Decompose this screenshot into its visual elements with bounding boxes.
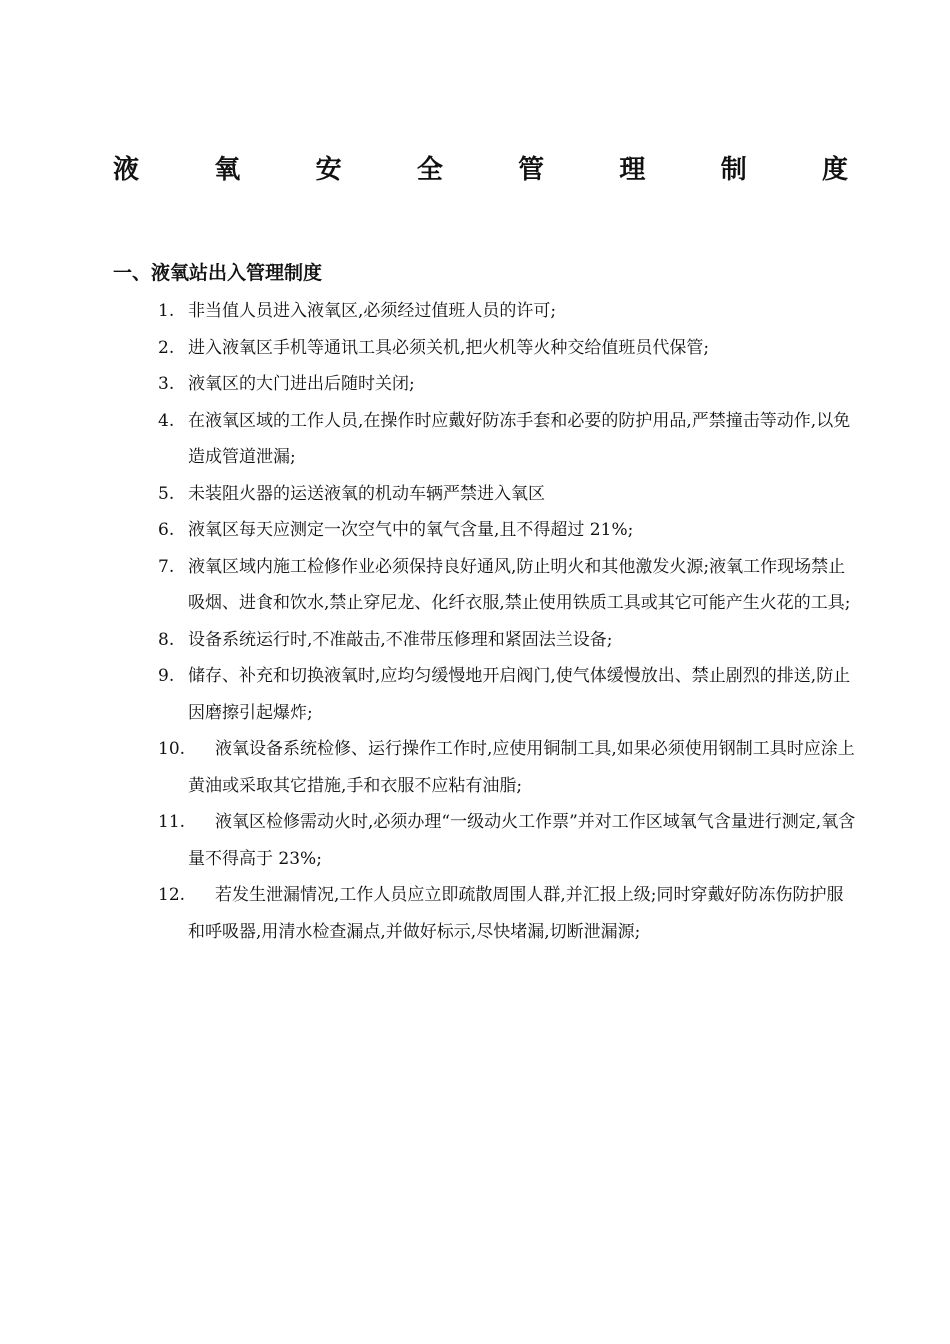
- item-text: 若发生泄漏情况,工作人员应立即疏散周围人群,并汇报上级;同时穿戴好防冻伤防护服和呼吸器,用清水检查漏点,并做好标示,尽快堵漏,切断泄漏源;: [188, 885, 844, 942]
- section-heading: 一、液氧站出入管理制度: [113, 262, 323, 284]
- item-text: 未装阻火器的运送液氧的机动车辆严禁进入氧区: [188, 483, 545, 504]
- list-item: [158, 366, 858, 403]
- list-item: [158, 512, 858, 549]
- list-item: [158, 877, 858, 950]
- item-text: 液氧区域内施工检修作业必须保持良好通风,防止明火和其他激发火源;液氧工作现场禁止吸烟、进食和饮水,禁止穿尼龙、化纤衣服,禁止使用铁质工具或其它可能产生火花的工具;: [188, 556, 851, 613]
- item-number: 1.: [158, 301, 175, 321]
- item-number: 2.: [158, 337, 175, 358]
- title-char: 度: [821, 155, 848, 185]
- list-item: [158, 731, 858, 804]
- rules-list: [158, 293, 858, 950]
- item-number: 5.: [158, 483, 175, 504]
- item-text: 在液氧区域的工作人员,在操作时应戴好防冻手套和必要的防护用品,严禁撞击等动作,以免造成管道泄漏;: [188, 410, 851, 467]
- title-char: 液: [113, 155, 140, 185]
- item-number: 7.: [158, 556, 175, 577]
- title-char: 理: [619, 155, 646, 185]
- list-item: [158, 293, 858, 330]
- list-item: [158, 476, 858, 513]
- item-text: 液氧区每天应测定一次空气中的氧气含量,且不得超过 21%;: [188, 520, 634, 540]
- list-item: [158, 658, 858, 731]
- item-text: 液氧区的大门进出后随时关闭;: [188, 374, 415, 394]
- item-number: 12.: [158, 885, 186, 905]
- item-number: 8.: [158, 629, 175, 650]
- item-text: 设备系统运行时,不准敲击,不准带压修理和紧固法兰设备;: [188, 629, 613, 650]
- document-title: [113, 150, 848, 190]
- item-text: 非当值人员进入液氧区,必须经过值班人员的许可;: [188, 301, 557, 321]
- title-char: 氧: [214, 155, 241, 185]
- list-item: [158, 804, 858, 877]
- item-text: 进入液氧区手机等通讯工具必须关机,把火机等火种交给值班员代保管;: [188, 337, 710, 358]
- item-text: 液氧设备系统检修、运行操作工作时,应使用铜制工具,如果必须使用钢制工具时应涂上黄油或采取其它措施,手和衣服不应粘有油脂;: [188, 739, 855, 796]
- item-number: 3.: [158, 374, 175, 394]
- title-char: 全: [416, 155, 443, 185]
- list-item: [158, 330, 858, 367]
- list-item: [158, 549, 858, 622]
- item-number: 6.: [158, 520, 175, 540]
- item-number: 9.: [158, 666, 175, 686]
- item-number: 11.: [158, 812, 186, 832]
- list-item: [158, 622, 858, 659]
- title-char: 管: [518, 155, 545, 185]
- item-text: 液氧区检修需动火时,必须办理“一级动火工作票”并对工作区域氧气含量进行测定,氧含量不得高于 23%;: [188, 812, 856, 869]
- list-item: [158, 403, 858, 476]
- item-text: 储存、补充和切换液氧时,应均匀缓慢地开启阀门,使气体缓慢放出、禁止剧烈的排送,防止因磨擦引起爆炸;: [188, 666, 851, 723]
- item-number: 4.: [158, 410, 175, 431]
- item-number: 10.: [158, 739, 186, 759]
- title-char: 制: [720, 155, 747, 185]
- title-char: 安: [315, 155, 342, 185]
